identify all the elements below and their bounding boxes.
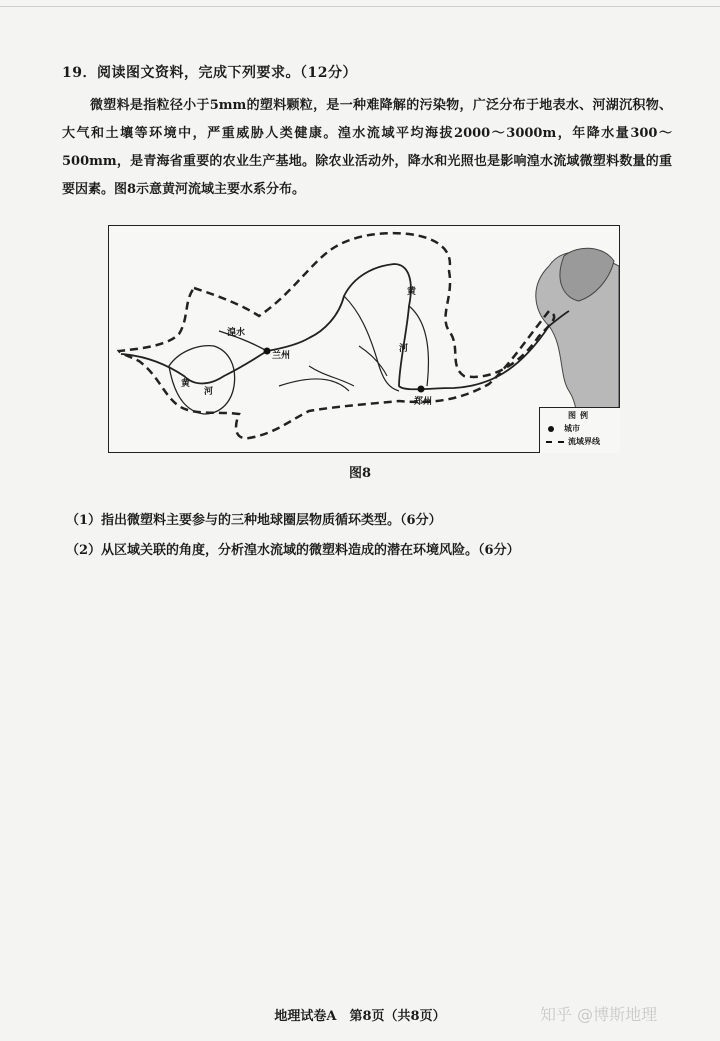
zhengzhou-city-dot <box>418 386 425 393</box>
tributary-2 <box>344 296 399 391</box>
figure-caption: 图8 <box>348 466 372 481</box>
label-huang-left: 黄 <box>181 379 191 389</box>
label-huangshui: 湟水 <box>227 328 246 338</box>
dashed-line-icon <box>546 441 564 443</box>
page-footer: 地理试卷A 第8页（共8页） <box>274 1009 446 1024</box>
label-he-left: 河 <box>204 387 214 397</box>
sub-question-1: （1）指出微塑料主要参与的三种地球圈层物质循环类型。（6分） <box>66 513 442 528</box>
question-header: 19．阅读图文资料，完成下列要求。（12分） <box>62 65 357 81</box>
label-zhengzhou: 郑州 <box>414 397 433 407</box>
city-dot-icon <box>548 426 554 432</box>
map-legend <box>539 407 620 453</box>
label-lanzhou: 兰州 <box>272 351 291 361</box>
tributary-3 <box>409 306 428 386</box>
lanzhou-city-dot <box>264 348 271 355</box>
basin-boundary <box>119 233 554 438</box>
label-huang-right: 黄 <box>407 287 417 297</box>
legend-city-row <box>546 423 620 434</box>
legend-title: 图例 <box>568 411 592 420</box>
page-edge <box>0 6 720 7</box>
legend-city-label: 城市 <box>564 424 580 433</box>
label-he-right: 河 <box>399 344 409 354</box>
watermark: 知乎 @博斯地理 <box>540 1005 658 1024</box>
tributary-5 <box>309 366 354 386</box>
tributary-4 <box>359 346 387 376</box>
sub-question-2: （2）从区域关联的角度，分析湟水流域的微塑料造成的潜在环境风险。（6分） <box>66 543 520 558</box>
tributary-1 <box>279 379 349 391</box>
legend-boundary-row <box>546 436 620 447</box>
question-paragraph: 微塑料是指粒径小于5mm的塑料颗粒，是一种难降解的污染物，广泛分布于地表水、河湖沉积物、大气和土壤等环境中，严重威胁人类健康。湟水流域平均海拔2000～3000m，年降水量300～500mm，是青海省重要的农业生产基地。除农业活动外，降水和光照也是影响湟水流域微塑料数量的重要因素。图8示意黄河流域主要水系分布。 <box>62 98 672 197</box>
yellow-river-basin-map <box>108 225 620 453</box>
southern-loop <box>169 346 235 414</box>
legend-boundary-label: 流域界线 <box>568 437 600 446</box>
